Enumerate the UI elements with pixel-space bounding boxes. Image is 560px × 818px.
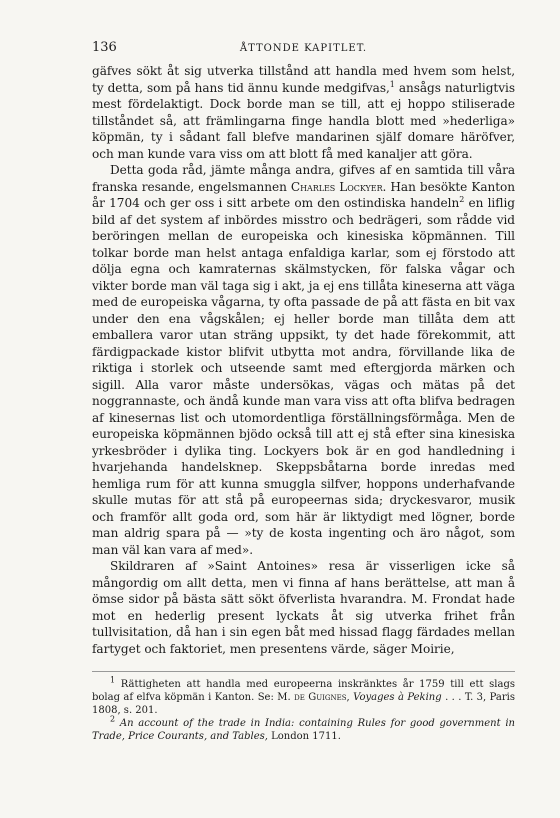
footnote-2-text-b: London 1711. [267,731,341,742]
footnote-1-title: Voyages à Peking [353,692,442,703]
footnote-2-mark: 2 [110,714,116,724]
paragraph-1 [92,63,515,162]
footnote-1-mark: 1 [110,675,116,685]
body-text [92,63,515,657]
page [92,40,515,743]
page-header [92,40,515,55]
paragraph-2-text-a: Detta goda råd, jämte många andra, gifves af en samtida till våra franska resande, engelsmannen [92,163,515,194]
paragraph-1-text: gäfves sökt åt sig utverka tillstånd att handla med hvem som helst, ty detta, som på hans tid ännu kunde medgifvas, [92,64,515,95]
paragraph-2-text-b: . Han besökte Kanton år 1704 och ger oss i sitt arbete om den ostindiska handeln [92,179,516,210]
running-title: ÅTTONDE KAPITLET. [239,43,368,54]
footnote-1 [92,675,515,717]
footnote-divider [92,671,515,672]
page-number: 136 [92,40,117,55]
paragraph-2-text-c: en liflig bild af det system af inbördes misstro och bedrägeri, som rådde vid beröringen mellan de europeiska och kinesiska köpmännen. Till tolkar borde man helst antaga enfaldiga karlar, som ej förstodo att dölja egna och kamraternas skälmstycken, för falska vågar och vikter borde man väl taga sig i akt, ja ej ens tillåta kineserna att väga med de europeiska vågarna, ty ofta passade de på att fästa en bit vax under den ena vågskålen; ej heller borde man tillåta dem att emballera varor utan sträng uppsikt, ty det hade förekommit, att färdigpackade kistor blifvit utbytta mot andra, förvillande lika de riktiga i storlek och utseende samt med eftergjorda märken och sigill. Alla varor måste undersökas, vägas och mätas på det noggrannaste, och ändå kunde man vara viss att ofta blifva bedragen af kinesernas list och utomordentliga förställningsförmåga. Men de europeiska köpmännen bjödo också till att ej stå efter sina kinesiska yrkesbröder i dylika ting. Lockyers bok är en god handledning i hvarjehanda handelsknep. Skeppsbåtarna borde inredas med hemliga rum för att kunna smuggla silfver, hoppons underhafvande skulle mutas för att stå på europeernas sida; dryckesvaror, musik och framför allt goda ord, som här är liktydigt med lögner, borde man aldrig spara på — »ty de kosta ingenting och äro något, som man väl kan vara af med». [92,196,515,557]
footnote-1-text-a: Rättigheten att handla med europeerna inskränktes år 1759 till ett slags bolag af elfva köpmän i Kanton. Se: M. [92,679,515,703]
footnote-ref-1: 1 [389,79,395,89]
paragraph-1-text-cont: ansågs naturligtvis mest fördelaktigt. Dock borde man se till, att ej hoppo stiliserade tillståndet så, att främlingarna finge handla blott med »hederliga» köpmän, ty i sådant fall blefve mandarinen själf domare häröfver, och man kunde vara viss om att blott få med kanaljer att göra. [92,80,515,161]
footnote-1-text-c: . . . T. 3, Paris 1808, s. 201. [92,692,515,716]
footnote-ref-2: 2 [459,194,465,204]
footnote-2 [92,714,515,743]
footnotes [92,675,515,743]
author-name: Charles Lockyer [290,179,383,194]
footnote-1-text-b: , [346,692,354,703]
footnote-2-title: An account of the trade in India: containing Rules for good government in Trade, Price Courants, and Tables, [92,718,515,742]
footnote-1-author: de Guignes [294,692,347,703]
paragraph-2 [92,162,515,558]
paragraph-3: Skildraren af »Saint Antoines» resa är visserligen icke så mångordig om allt detta, men vi finna af hans berättelse, att man å ömse sidor på bästa sätt sökt öfverlista hvarandra. M. Frondat hade mot en hederlig present lyckats åt sig utverka frihet från tullvisitation, då han i sin egen båt med hissad flagg färdades mellan fartyget och faktoriet, men presentens värde, säger Moirie, [92,559,515,656]
